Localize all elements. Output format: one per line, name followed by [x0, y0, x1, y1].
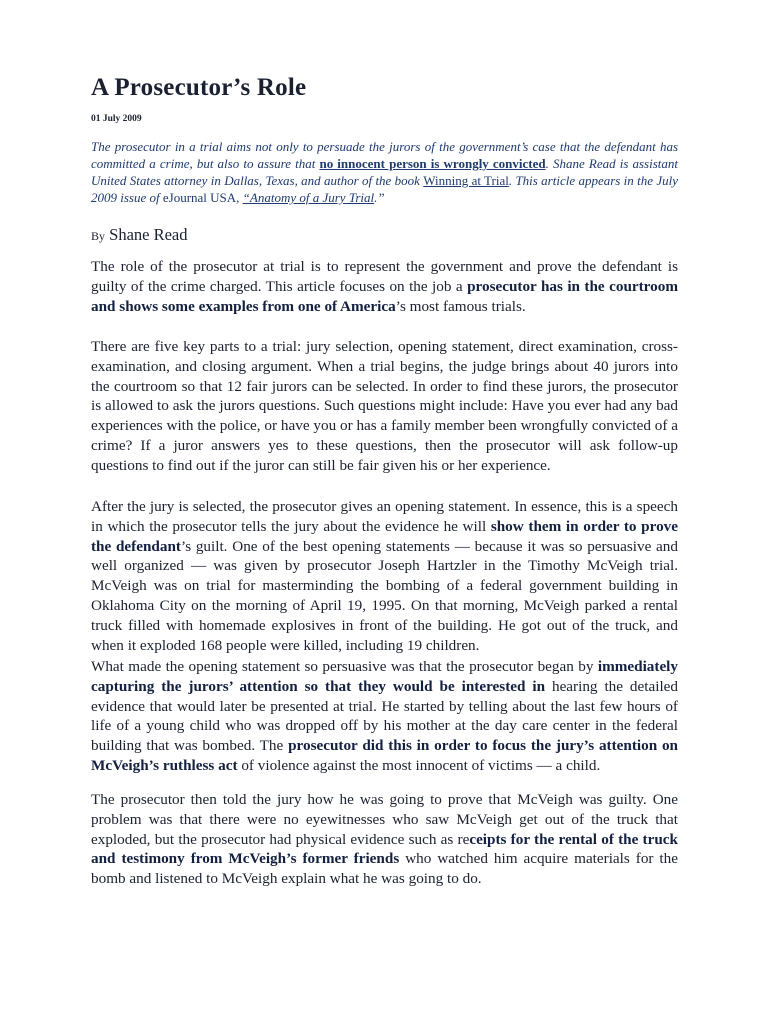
paragraph-3-bold: show them in order to prove the defendant	[91, 517, 678, 555]
intro-text-5: .”	[374, 190, 385, 205]
article-intro	[91, 138, 678, 206]
paragraph-3-text-c: ’s guilt. One of the best opening statements — because it was so persuasive and well organized — was given by prosecutor Joseph Hartzler in the Timothy McVeigh trial. McVeigh was on trial for masterminding the bombing of a federal government building in Oklahoma City on the morning of April 19, 1995. On that morning, McVeigh parked a rental truck filled with homemade explosives in front of the building. He got out of the truck, and when it exploded 168 people were killed, including 19 children.	[91, 537, 678, 654]
paragraph-1	[91, 257, 678, 316]
paragraph-2: There are five key parts to a trial: jury selection, opening statement, direct examination, cross-examination, and closing argument. When a trial begins, the judge brings about 40 jurors into the courtroom so that 12 fair jurors can be selected. In order to find these jurors, the prosecutor is allowed to ask the jurors questions. Such questions might include: Have you ever had any bad experiences with the police, or have you or has a family member been wrongfully convicted of a crime? If a juror answers yes to these questions, then the prosecutor will ask follow-up questions to find out if the juror can still be fair given his or her experience.	[91, 338, 678, 474]
paragraph-5-text-a: The prosecutor then told the jury how he was going to prove that McVeigh was guilty. One problem was that there were no eyewitnesses who saw McVeigh get out of the truck that exploded, but the prosecutor had physical evidence such as re	[91, 791, 678, 848]
paragraph-4-bold-2: prosecutor did this in order to focus the jury’s attention on McVeigh’s ruthless act	[91, 737, 678, 774]
paragraph-5-bold: ceipts for the rental of the truck and testimony from McVeigh’s former friends	[91, 830, 678, 868]
paragraph-1-text-a: The role of the prosecutor at trial is to represent the government and prove the defendant is guilty of the crime charged. This article focuses on the job a	[91, 258, 678, 295]
intro-text-2: . Shane Read is assistant United States attorney in Dallas, Texas, and author of the book	[91, 156, 678, 188]
intro-book-link[interactable]: Winning at Trial	[423, 173, 509, 188]
paragraph-4-text-e: of violence against the most innocent of victims — a child.	[237, 756, 601, 774]
paragraph-3-text-a: After the jury is selected, the prosecutor gives an opening statement. In essence, this is a speech in which the prosecutor tells the jury about the evidence he will	[91, 498, 678, 535]
paragraph-4-text-a: What made the opening statement so persuasive was that the prosecutor began by	[91, 658, 598, 675]
paragraph-5	[91, 790, 678, 889]
article-date: 01 July 2009	[91, 114, 142, 124]
byline	[91, 225, 188, 245]
intro-text-4: ,	[236, 190, 243, 205]
intro-text-1: The prosecutor in a trial aims not only to persuade the jurors of the government’s case that the defendant has committed a crime, but also to assure that	[91, 139, 678, 171]
byline-author: Shane Read	[109, 225, 188, 244]
intro-text-3: . This article appears in the July 2009 issue of	[91, 173, 678, 205]
paragraph-1-text-c: ’s most famous trials.	[395, 297, 526, 315]
paragraph-3	[91, 497, 678, 655]
paragraph-5-text-c: who watched him acquire materials for the bomb and listened to McVeigh explain what he was going to do.	[91, 850, 678, 888]
paragraph-4	[91, 657, 678, 776]
paragraph-4-bold-1: immediately capturing the jurors’ attention so that they would be interested in	[91, 658, 678, 695]
intro-link-anatomy[interactable]: “Anatomy of a Jury Trial	[242, 190, 375, 205]
paragraph-1-bold: prosecutor has in the courtroom and shows some examples from one of America	[91, 277, 678, 315]
intro-link-no-innocent[interactable]: no innocent person is wrongly convicted	[319, 156, 546, 171]
byline-by: By	[91, 229, 106, 243]
intro-journal-name: eJournal USA	[162, 190, 237, 205]
article-title: A Prosecutor’s Role	[91, 74, 307, 101]
paragraph-4-text-c: hearing the detailed evidence that would later be presented at trial. He started by telling about the last few hours of life of a young child who was dropped off by his mother at the day care center in the federal building that was bombed. The	[91, 677, 678, 755]
